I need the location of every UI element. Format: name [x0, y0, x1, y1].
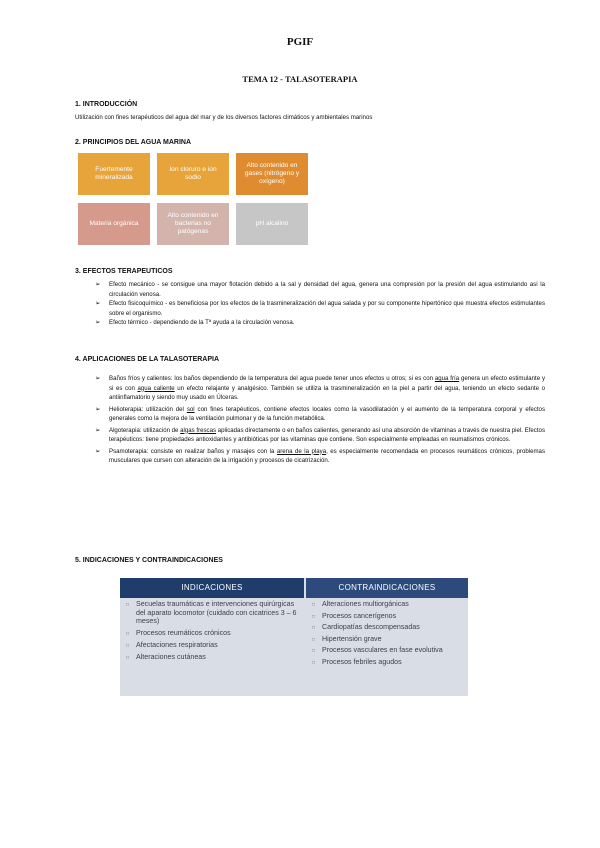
square-bullet-icon: □ — [126, 631, 130, 637]
arrow-right-icon: ➢ — [95, 426, 101, 434]
section-heading-intro: 1. INTRODUCCIÓN — [75, 101, 138, 108]
arrow-right-icon: ➢ — [95, 405, 101, 413]
square-bullet-icon: □ — [126, 655, 130, 661]
list-item: □ Afectaciones respiratorias — [126, 641, 218, 649]
applications-list — [95, 374, 545, 466]
list-item: □ Procesos reumáticos crónicos — [126, 629, 231, 637]
indications-list — [126, 600, 302, 665]
section-heading-applications: 4. APLICACIONES DE LA TALASOTERAPIA — [75, 356, 220, 363]
list-item: □ Procesos cancerígenos — [312, 611, 397, 620]
square-bullet-icon: □ — [312, 602, 316, 608]
principle-cell-6: pH alcalino — [236, 203, 308, 245]
list-item: □ Alteraciones multiorgánicas — [312, 600, 409, 608]
square-bullet-icon: □ — [312, 648, 316, 654]
arrow-right-icon: ➢ — [95, 300, 101, 307]
principles-grid — [78, 153, 308, 246]
table-header-indications: INDICACIONES — [120, 578, 304, 598]
square-bullet-icon: □ — [312, 625, 316, 631]
list-item: □ Hipertensión grave — [312, 634, 382, 643]
effects-list — [95, 280, 545, 328]
list-item: ➢ Efecto térmico - dependiendo de la Tª ayuda a la circulación venosa. — [95, 319, 295, 326]
contraindications-list — [312, 600, 464, 669]
principle-cell-5: Alto contenido en bacterias no patógenas — [157, 203, 229, 245]
list-item: □ Alteraciones cutáneas — [126, 653, 206, 661]
table-header-contraindications: CONTRAINDICACIONES — [306, 578, 468, 598]
topic-title: TEMA 12 - TALASOTERAPIA — [242, 74, 358, 84]
list-item: ➢ Algoterapia: utilización de algas frescas aplicadas directamente o en baños calientes, generando así una absorción de vitaminas a través de nuestra piel. Efectos terapéuticos: tiene propiedades antioxidantes y antibióticas por las vitaminas que contiene. Son especialmente empleadas en reumatismos crónicos. — [95, 426, 545, 443]
square-bullet-icon: □ — [126, 643, 130, 649]
list-item: ➢ Baños fríos y calientes: los baños dependiendo de la temperatura del agua puede tener unos efectos u otros; si es con agua fría genera un efecto estimulante y si es con agua caliente un efecto relajante y analgésico. También se utiliza la trasmineralización en la piel a partir del agua, teniendo un efecto sedante o antiinflamatorio y siendo muy usado en Úlceras. — [95, 375, 545, 401]
section-heading-effects: 3. EFECTOS TERAPEUTICOS — [75, 268, 173, 275]
intro-text: Utilización con fines terapéuticos del agua del mar y de los diversos factores climáticos y ambientales marinos — [75, 114, 373, 121]
principle-cell-3: Alto contenido en gases (nitrógeno y oxígeno) — [236, 153, 308, 195]
principle-cell-4: Materia orgánica — [78, 203, 150, 245]
list-item: ➢ Psamoterapia: consiste en realizar baños y masajes con la arena de la playa, es especialmente recomendada en procesos reumáticos crónicos, problemas musculares que cursen con alteración de la irrigación y procesos de cicatrización. — [95, 447, 545, 464]
list-item: □ Cardiopatías descompensadas — [312, 623, 420, 631]
section-heading-indications: 5. INDICACIONES Y CONTRAINDICACIONES — [75, 557, 223, 564]
arrow-right-icon: ➢ — [95, 281, 101, 288]
section-heading-principles: 2. PRINCIPIOS DEL AGUA MARINA — [75, 139, 192, 146]
indications-table — [120, 578, 468, 696]
list-item: □ Secuelas traumáticas e intervenciones quirúrgicas del aparato locomotor (cuidado con cicatrices 3 – 6 meses) — [126, 600, 297, 625]
square-bullet-icon: □ — [312, 636, 316, 643]
page-title: PGIF — [286, 36, 314, 48]
list-item: ➢ Helioterapia: utilización del sol con fines terapéuticos, contiene efectos locales como la vasodilatación y el aumento de la temperatura corporal y efectos generales como la mejora de la ventilación pulmonar y de la función metabólica. — [95, 405, 545, 422]
arrow-right-icon: ➢ — [95, 375, 101, 382]
list-item: ➢ Efecto mecánico - se consigue una mayor flotación debido a la sal y densidad del agua, genera una compresión por la presión del agua estimulando así la circulación venosa. — [95, 281, 545, 298]
square-bullet-icon: □ — [312, 613, 316, 620]
arrow-right-icon: ➢ — [95, 447, 101, 455]
square-bullet-icon: □ — [126, 602, 130, 608]
list-item: □ Procesos vasculares en fase evolutiva — [312, 646, 443, 654]
arrow-right-icon: ➢ — [95, 319, 101, 326]
square-bullet-icon: □ — [312, 659, 316, 666]
list-item: □ Procesos febriles agudos — [312, 657, 402, 666]
principle-cell-2: Ion cloruro e ion sodio — [157, 153, 229, 195]
list-item: ➢ Efecto fisicoquímico - es beneficiosa por los efectos de la trasmineralización del agua salada y por su componente hipertónico que muestra efectos estimulantes sobre el organismo. — [95, 300, 545, 317]
principle-cell-1: Fuertemente mineralizada — [78, 153, 150, 195]
